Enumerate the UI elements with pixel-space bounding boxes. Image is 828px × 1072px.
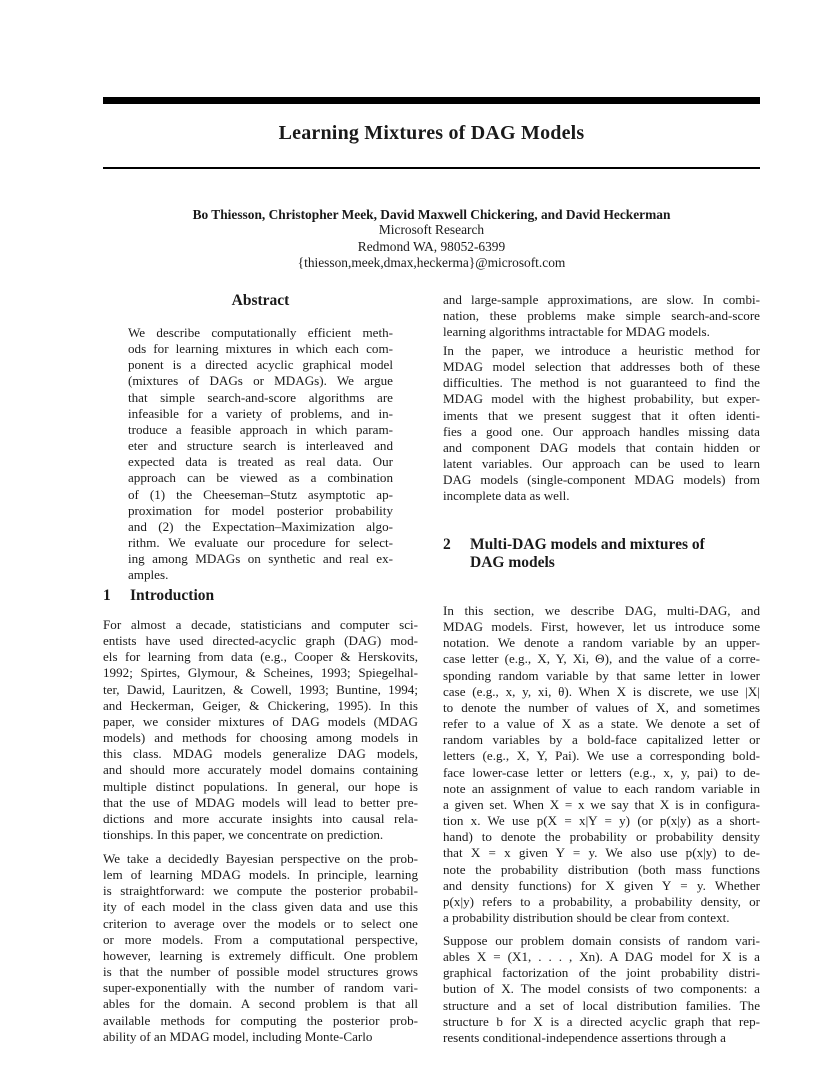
text-line: lem of learning MDAG models. In principle, learning — [103, 867, 418, 883]
text-line: In the paper, we introduce a heuristic method for — [443, 343, 760, 358]
author-list: Bo Thiesson, Christopher Meek, David Maxwell Chickering, and David Heckerman — [192, 207, 671, 222]
text-line: or more models. From a computational perspective, — [103, 931, 418, 947]
text-line: ponent is a directed acyclic graphical model — [128, 357, 393, 373]
text-line: learning algorithms intractable for MDAG models. — [443, 324, 710, 340]
text-line: dictions and more accurate insights into causal rela- — [103, 810, 418, 826]
text-line: and large-sample approximations, are slow. In combi- — [443, 292, 760, 307]
text-line: bution of X. The model consists of two components: a — [443, 981, 760, 997]
text-line: For almost a decade, statisticians and computer sci- — [103, 617, 418, 632]
text-line: is straightforward: we compute the posterior probabil- — [103, 883, 418, 899]
text-line: ability of an MDAG model, including Monte-Carlo — [103, 1028, 373, 1044]
text-line: incomplete data as well. — [443, 488, 570, 504]
text-line: models) and methods for choosing among models in — [103, 730, 418, 746]
text-line: multiple distinct populations. In general, our hope is — [103, 778, 418, 794]
text-line: this class. MDAG models generalize DAG models, — [103, 746, 418, 762]
right-paragraph-2 — [443, 343, 760, 505]
text-line: graphical factorization of the joint probability distri- — [443, 965, 760, 981]
text-line: approach can be viewed as a combination — [128, 470, 393, 486]
section-1-heading — [103, 587, 214, 605]
section-1-title: Introduction — [130, 587, 215, 604]
affiliation-institution: Microsoft Research — [378, 222, 485, 237]
text-line: ods for learning mixtures in which each com- — [128, 341, 393, 357]
text-line: and component DAG models that contain hidden or — [443, 439, 760, 455]
text-line: fies a good one. Our approach handles missing data — [443, 423, 760, 439]
paper-title: Learning Mixtures of DAG Models — [278, 122, 585, 144]
text-line: amples. — [128, 567, 169, 583]
text-line: ables for the domain. A second problem is that all — [103, 996, 418, 1012]
text-line: entists have used directed-acyclic graph (DAG) mod- — [103, 633, 418, 649]
text-line: MDAG models. First, however, let us introduce some — [443, 619, 760, 635]
section-2-paragraph-2 — [443, 933, 760, 1046]
right-paragraph-1 — [443, 292, 760, 340]
text-line: sponding random variable by that same letter in lower — [443, 667, 760, 683]
section-2-number: 2 — [443, 536, 451, 553]
text-line: 1992; Spirtes, Glymour, & Scheines, 1993; Spiegelhal- — [103, 665, 418, 681]
text-line: DAG models (single-component MDAG models) from — [443, 472, 760, 488]
intro-paragraph-2 — [103, 851, 418, 1045]
text-line: p(x|y) refers to a probability, a probability density, or — [443, 893, 760, 909]
section-2-title-line-2: DAG models — [470, 554, 555, 571]
text-line: however, learning is extremely difficult. One problem — [103, 947, 418, 963]
text-line: ing among MDAGs on synthetic and real ex- — [128, 551, 393, 567]
text-line: paper, we consider mixtures of DAG models (MDAG — [103, 713, 418, 729]
text-line: ity of each model in the class given data and use this — [103, 899, 418, 915]
text-line: letters (e.g., X, Y, Pai). We use a corresponding bold- — [443, 748, 760, 764]
text-line: hand) to denote the probability or probability density — [443, 829, 760, 845]
section-2-paragraph-1 — [443, 603, 760, 926]
text-line: and should more accurately model domains containing — [103, 762, 418, 778]
section-1-number: 1 — [103, 587, 111, 604]
text-line: MDAG model with the highest probability, but exper- — [443, 391, 760, 407]
section-2-title-line-1: Multi-DAG models and mixtures of — [470, 536, 705, 553]
text-line: a given set. When X = x we say that X is in configura- — [443, 796, 760, 812]
text-line: expected data is treated as real data. Our — [128, 454, 393, 470]
text-line: tion x. We use p(X = x|Y = y) (or p(x|y) as a short- — [443, 813, 760, 829]
title-bottom-rule — [103, 167, 760, 169]
text-line: case (e.g., x, y, xi, θ). When X is discrete, we use |X| — [443, 683, 760, 699]
text-line: structure b for X is a directed acyclic graph that rep- — [443, 1013, 760, 1029]
text-line: rithm. We evaluate our procedure for select- — [128, 535, 393, 551]
text-line: In this section, we describe DAG, multi-DAG, and — [443, 603, 760, 618]
text-line: MDAG model selection that addresses both of these — [443, 359, 760, 375]
text-line: troduce a feasible approach in which param- — [128, 421, 393, 437]
text-line: of (1) the Cheeseman–Stutz asymptotic ap- — [128, 486, 393, 502]
text-line: ter, Dawid, Lauritzen, & Cowell, 1993; Buntine, 1994; — [103, 681, 418, 697]
text-line: latent variables. Our approach can be used to learn — [443, 456, 760, 472]
text-line: to denote the number of values of X, and sometimes — [443, 699, 760, 715]
top-rule — [103, 97, 760, 104]
text-line: and density functions) for X given Y = y. Whether — [443, 877, 760, 893]
abstract-heading: Abstract — [231, 292, 290, 309]
text-line: random variables by a bold-face capitalized letter or — [443, 732, 760, 748]
text-line: proximation for model posterior probability — [128, 502, 393, 518]
abstract-body — [128, 325, 393, 584]
text-line: tionships. In this paper, we concentrate on prediction. — [103, 827, 384, 843]
text-line: case letter (e.g., X, Y, Xi, Θ), and the value of a corre- — [443, 651, 760, 667]
text-line: structure and a set of local distribution families. The — [443, 997, 760, 1013]
text-line: nation, these problems make simple search-and-score — [443, 308, 760, 324]
text-line: refer to a value of X as a state. We denote a set of — [443, 716, 760, 732]
text-line: note an assignment of value to each random variable in — [443, 780, 760, 796]
text-line: note the probability distribution (both mass functions — [443, 861, 760, 877]
text-line: infeasible for a variety of problems, and in- — [128, 405, 393, 421]
text-line: that the use of MDAG models will lead to better pre- — [103, 794, 418, 810]
text-line: is that the number of possible model structures grows — [103, 964, 418, 980]
text-line: (mixtures of DAGs or MDAGs). We argue — [128, 373, 393, 389]
text-line: available methods for computing the posterior prob- — [103, 1012, 418, 1028]
text-line: and (2) the Expectation–Maximization algo- — [128, 518, 393, 534]
text-line: difficulties. The method is not guaranteed to find the — [443, 375, 760, 391]
affiliation-address: Redmond WA, 98052-6399 — [357, 239, 506, 254]
text-line: and Heckerman, Geiger, & Chickering, 1995). In this — [103, 697, 418, 713]
text-line: els for learning from data (e.g., Cooper & Herskovits, — [103, 649, 418, 665]
text-line: Suppose our problem domain consists of random vari- — [443, 933, 760, 948]
section-2-heading — [443, 536, 760, 572]
text-line: that X = x given Y = y. We also use p(x|y) to de- — [443, 845, 760, 861]
text-line: iments that we present suggest that it often identi- — [443, 407, 760, 423]
text-line: criterion to average over the models or to select one — [103, 915, 418, 931]
text-line: eter and structure search is interleaved and — [128, 438, 393, 454]
text-line: ables X = (X1, . . . , Xn). A DAG model for X is a — [443, 949, 760, 965]
text-line: resents conditional-independence assertions through a — [443, 1029, 726, 1045]
text-line: a probability distribution should be clear from context. — [443, 909, 730, 925]
text-line: notation. We denote a random variable by an upper- — [443, 635, 760, 651]
intro-paragraph-1 — [103, 617, 418, 843]
text-line: We describe computationally efficient meth- — [128, 325, 393, 340]
text-line: face lower-case letter or letters (e.g., x, y, pai) to de- — [443, 764, 760, 780]
text-line: super-exponentially with the number of random vari- — [103, 980, 418, 996]
affiliation-emails: {thiesson,meek,dmax,heckerma}@microsoft.com — [297, 255, 566, 270]
text-line: We take a decidedly Bayesian perspective on the prob- — [103, 851, 418, 866]
text-line: that simple search-and-score algorithms are — [128, 389, 393, 405]
